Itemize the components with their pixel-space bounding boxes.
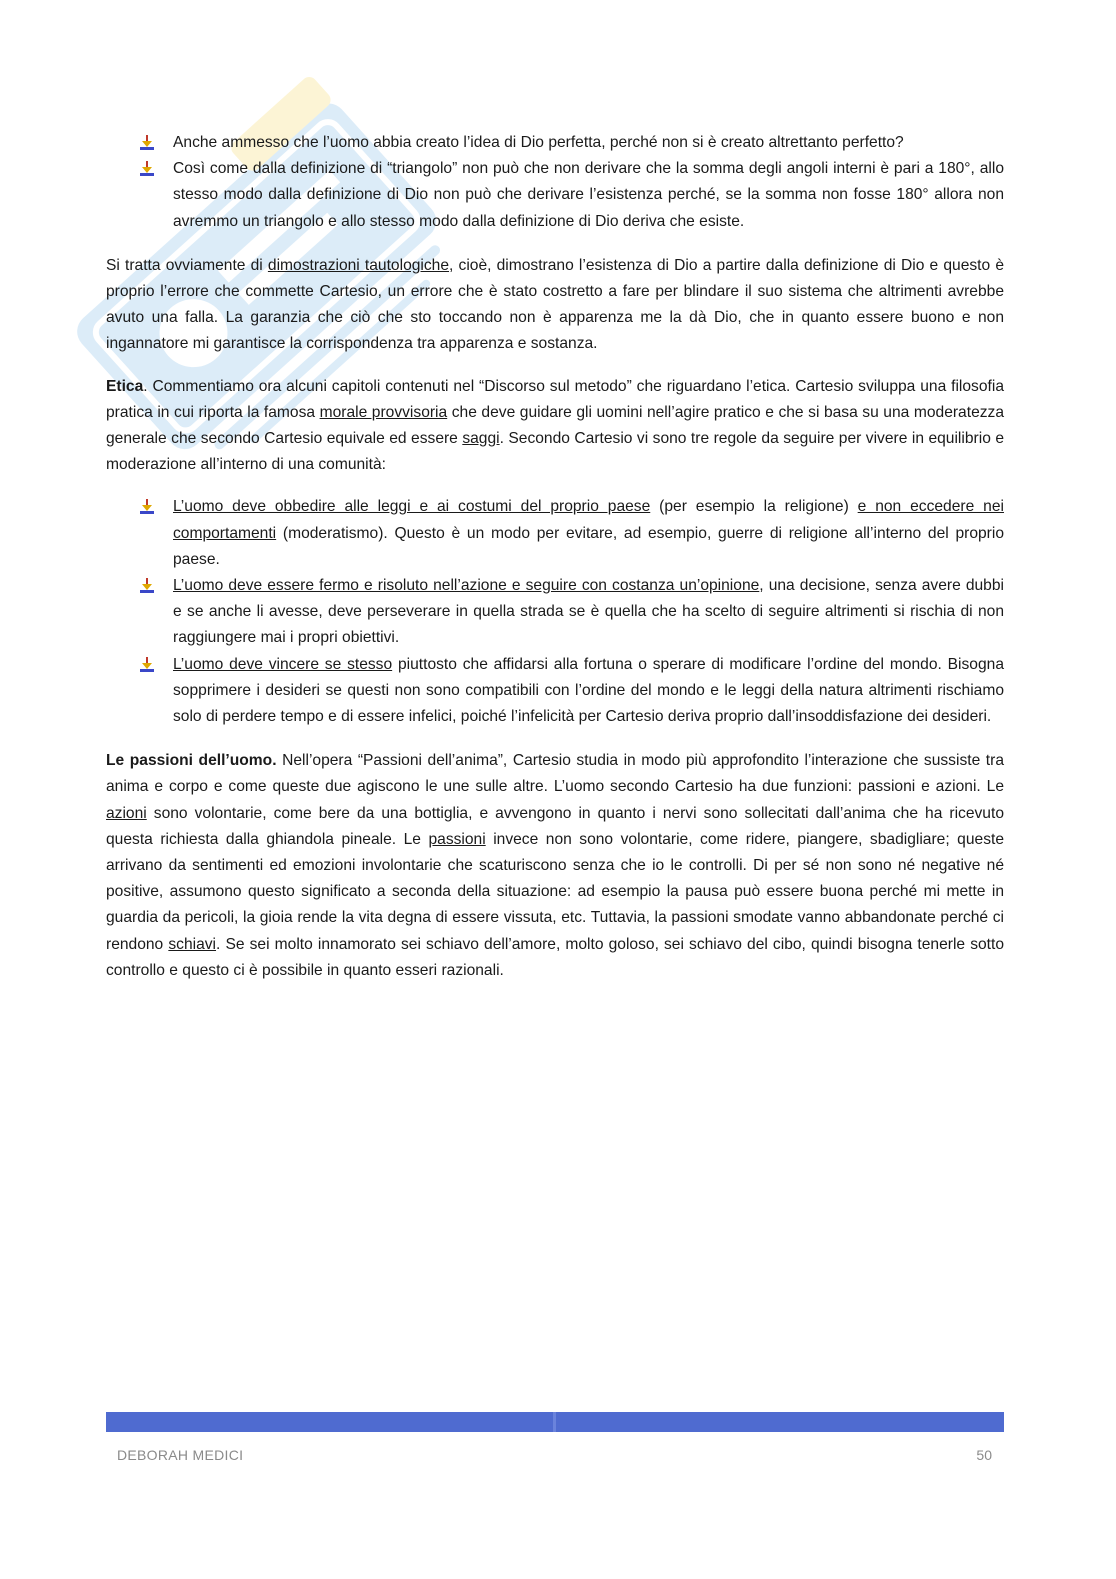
list-item	[106, 494, 1004, 573]
underlined-term: schiavi	[168, 935, 217, 953]
underlined-term: saggi	[462, 430, 500, 448]
arrow-bullet-icon	[140, 499, 154, 515]
underlined-term: dimostrazioni tautologiche	[267, 256, 450, 274]
arrow-bullet-icon	[140, 657, 154, 673]
underlined-term: L’uomo deve obbedire alle leggi e ai costumi del proprio paese	[173, 498, 651, 516]
text-run: . Commentiamo ora alcuni capitoli contenuti nel “Discorso sul metodo” che riguardano l’etica. Cartesio sviluppa una filosofia pratica in cui riporta la famosa	[106, 377, 1004, 421]
text-run: sono volontarie, come bere da una bottiglia, e avvengono in quanto i nervi sono sollecitati dall’anima che ha ricevuto questa richiesta dalla ghiandola pineale. Le	[106, 804, 1004, 848]
text-run: , cioè, dimostrano l’esistenza di Dio a partire dalla definizione di Dio e questo è proprio l’errore che commette Cartesio, un errore che è stato costretto a fare per blindare il suo sistema che altrimenti avrebbe avuto una falla. La garanzia che ciò che sto toccando non è apparenza me la dà Dio, che in quanto essere buono e non ingannatore mi garantisce la corrispondenza tra apparenza e sostanza.	[106, 256, 1005, 353]
text-run: invece non sono volontarie, come ridere, piangere, sbadigliare; queste arrivano da sentimenti ed emozioni involontarie che scaturiscono senza che io le controlli. Di per sé non sono né negative né positive, assumono questo significato a seconda della situazione: ad esempio la pausa può essere buona perché mi mette in guardia da pericoli, la gioia rende la vita degna di essere vissuta, etc. Tuttavia, la passioni smodate vanno abbandonate perché ci rendono	[106, 830, 1004, 953]
text-run: che deve guidare gli uomini nell’agire pratico e che si basa su una moderatezza generale che secondo Cartesio equivale ed essere	[106, 403, 1005, 448]
text-run: . Secondo Cartesio vi sono tre regole da seguire per vivere in equilibrio e moderazione all’interno di una comunità:	[106, 430, 1004, 474]
bullet-list-top	[106, 130, 1004, 235]
footer-author: DEBORAH MEDICI	[117, 1447, 244, 1463]
text-run: (moderatismo). Questo è un modo per evitare, ad esempio, guerre di religione all’interno del proprio paese.	[173, 524, 1004, 568]
section-heading: Le passioni dell’uomo.	[106, 752, 277, 770]
list-item	[106, 156, 1004, 235]
footer-bar	[106, 1412, 1004, 1432]
bullet-text: Così come dalla definizione di “triangolo” non può che non derivare che la somma degli angoli interni è pari a 180°, allo stesso modo dalla definizione di Dio non può che derivare l’esistenza perché, se la somma non fosse 180° allora non avremmo un triangolo e allo stesso modo dalla definizione di Dio deriva che esiste.	[173, 160, 1004, 230]
underlined-term: azioni	[106, 804, 147, 822]
arrow-bullet-icon	[140, 578, 154, 594]
underlined-term: passioni	[428, 830, 486, 848]
arrow-bullet-icon	[140, 135, 154, 151]
underlined-term: L’uomo deve essere fermo e risoluto nell’azione e seguire con costanza un’opinione	[173, 577, 760, 595]
text-run: . Se sei molto innamorato sei schiavo dell’amore, molto goloso, sei schiavo del cibo, quindi bisogna tenerle sotto controllo e questo ci è possibile in quanto esseri razionali.	[106, 935, 1005, 979]
list-item	[106, 573, 1004, 652]
paragraph-etica	[106, 374, 1004, 479]
underlined-term: L’uomo deve vincere se stesso	[173, 655, 393, 673]
rules-list	[106, 494, 1004, 730]
bullet-text: Anche ammesso che l’uomo abbia creato l’idea di Dio perfetta, perché non si è creato altrettanto perfetto?	[173, 134, 904, 151]
text-run: (per esempio la religione)	[650, 498, 858, 516]
underlined-term: morale provvisoria	[319, 403, 448, 421]
underlined-term: e non eccedere nei comportamenti	[173, 498, 1004, 542]
list-item	[106, 652, 1004, 731]
footer-bar-divider	[553, 1412, 556, 1432]
main-content	[106, 130, 1004, 984]
text-run: Si tratta ovviamente di	[106, 256, 268, 274]
text-run: Nell’opera “Passioni dell’anima”, Cartesio studia in modo più approfondito l’interazione che sussiste tra anima e corpo e come queste due agiscono le une sulle altre. L’uomo secondo Cartesio ha due funzioni: passioni e azioni. Le	[106, 752, 1004, 796]
list-item	[106, 130, 1004, 156]
arrow-bullet-icon	[140, 161, 154, 177]
paragraph-passioni	[106, 748, 1004, 984]
text-run: , una decisione, senza avere dubbi e se anche li avesse, deve perseverare in quella strada se è quella che ha scelto di seguire altrimenti si rischia di non raggiungere mai i propri obiettivi.	[173, 577, 1004, 647]
section-heading: Etica	[106, 377, 144, 395]
page-number: 50	[976, 1447, 992, 1463]
paragraph-tautologia	[106, 253, 1004, 358]
text-run: piuttosto che affidarsi alla fortuna o sperare di modificare l’ordine del mondo. Bisogna sopprimere i desideri se questi non sono compatibili con l’ordine del mondo e le leggi della natura altrimenti rischiamo solo di perdere tempo e di essere infelici, poiché l’infelicità per Cartesio deriva proprio dall’insoddisfazione dei desideri.	[173, 655, 1004, 726]
